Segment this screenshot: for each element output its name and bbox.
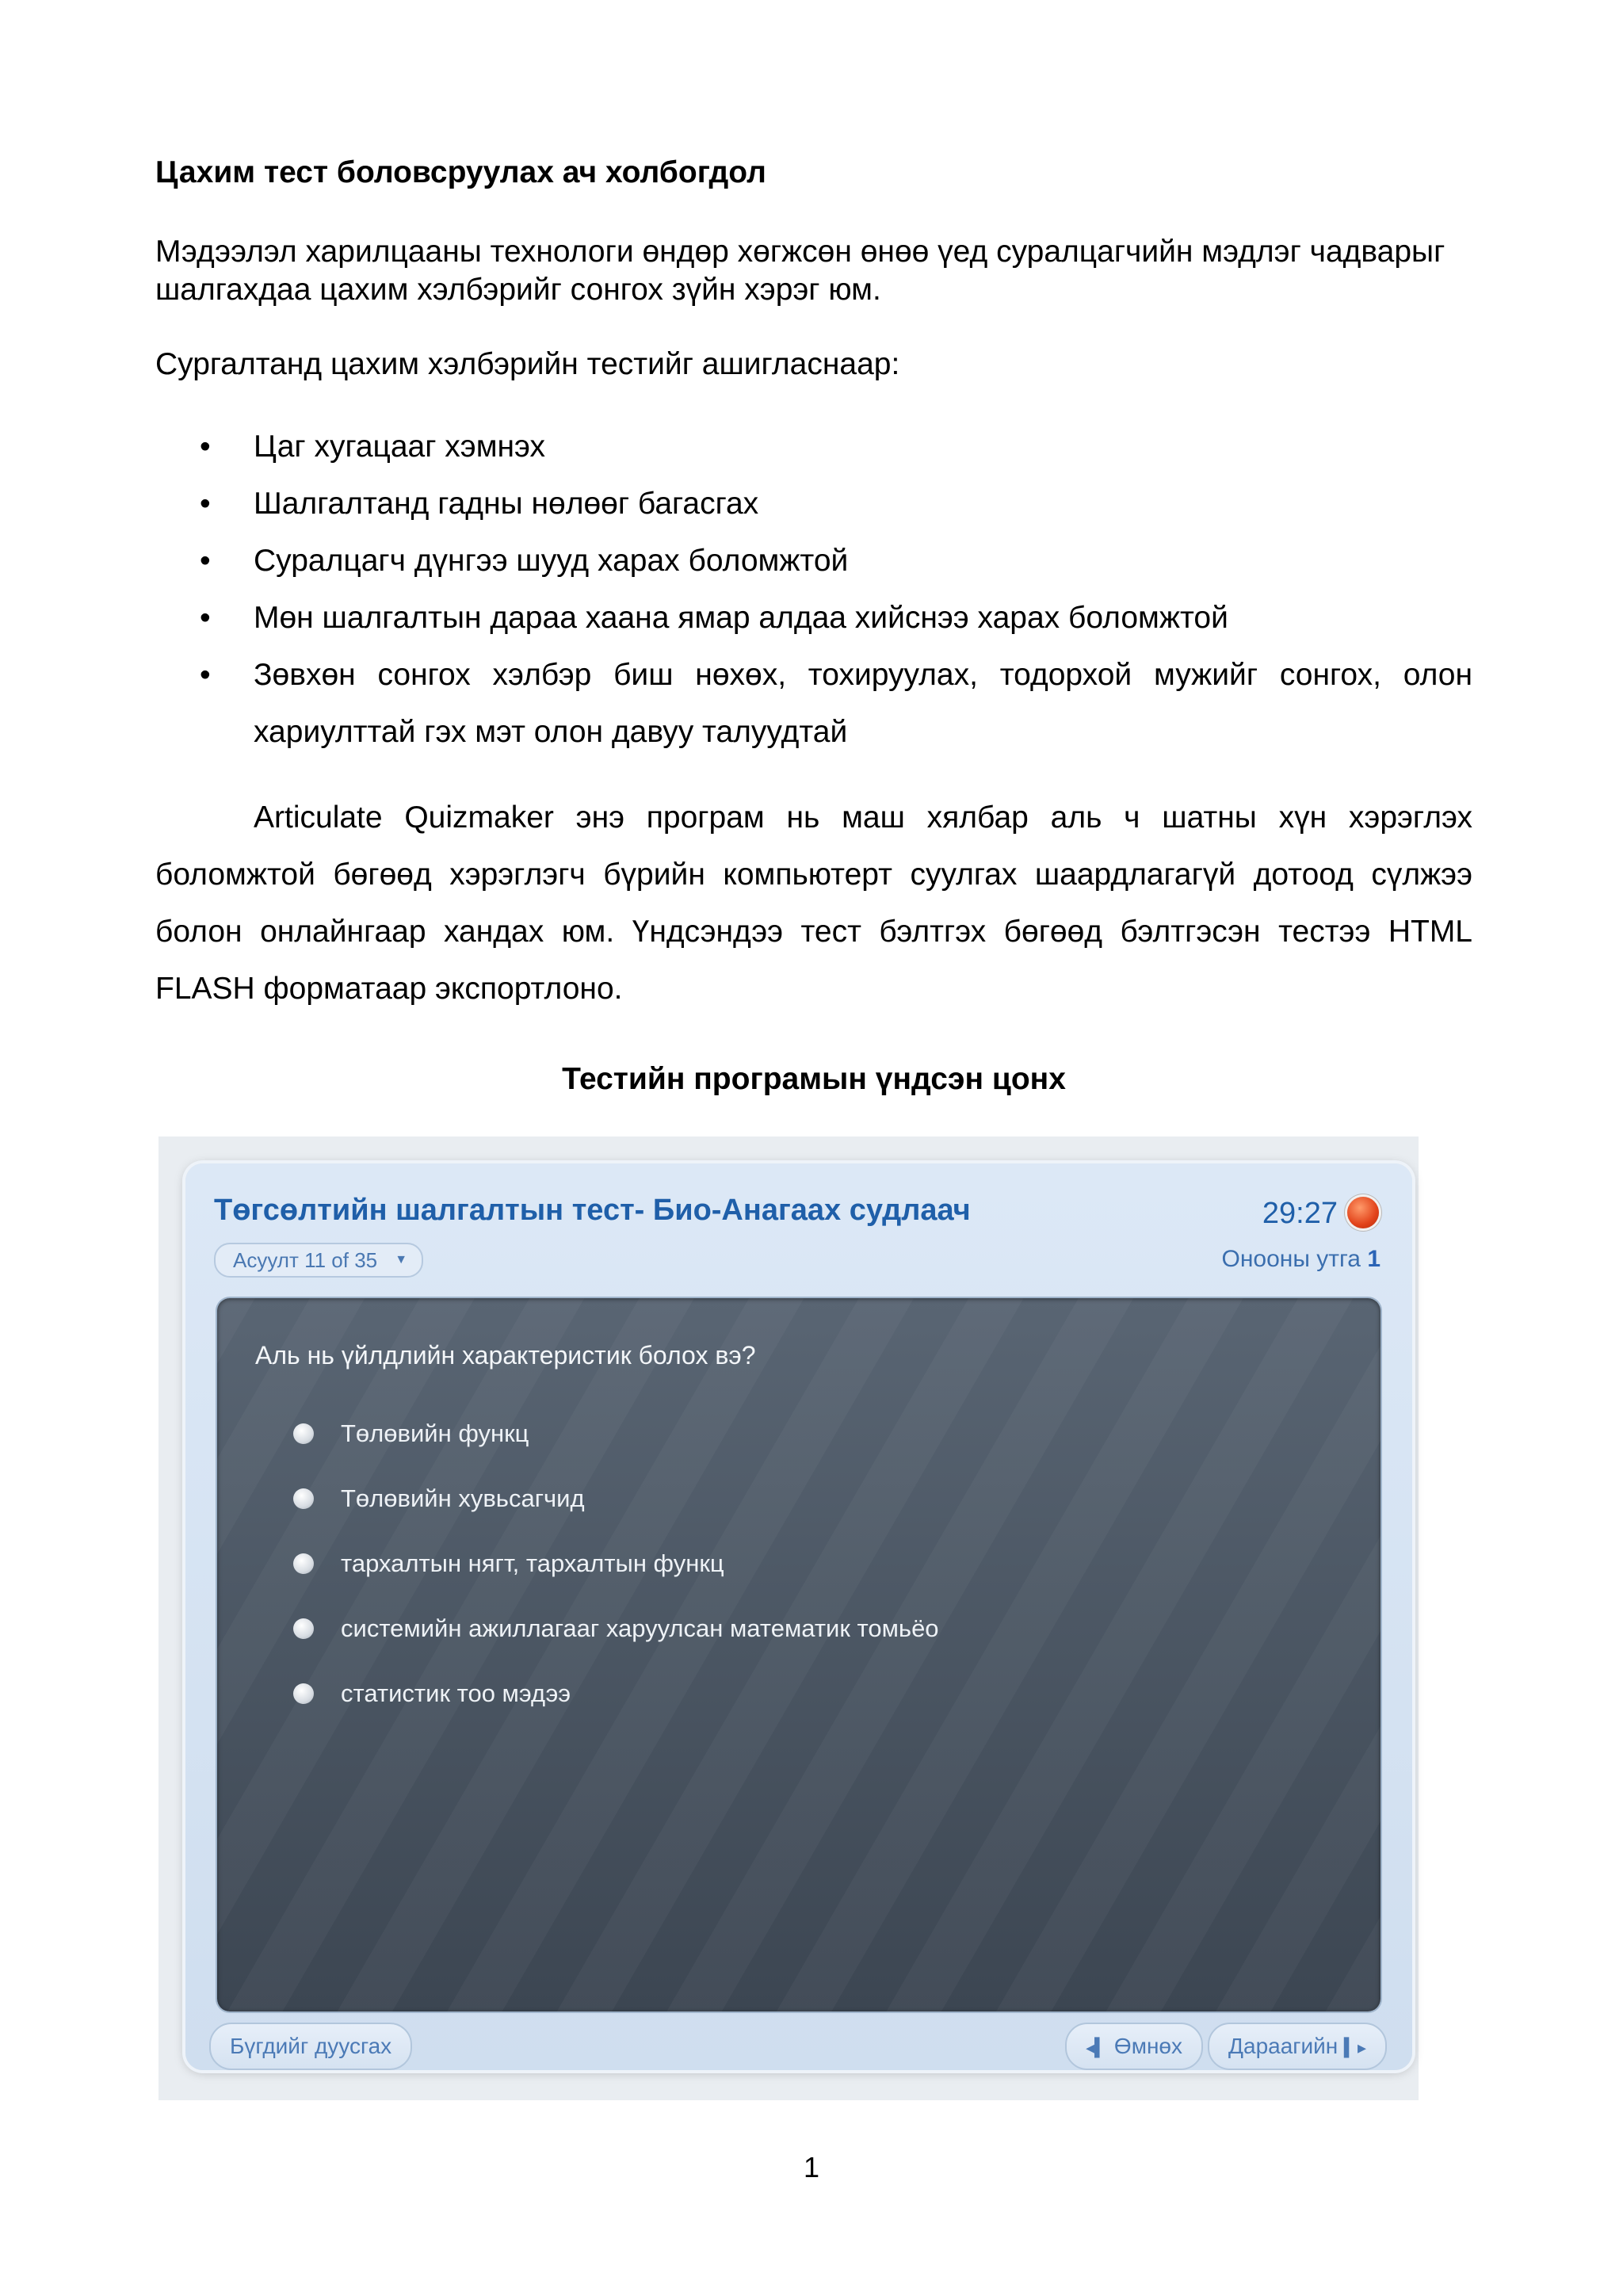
answer-label: Төлөвийн функц	[341, 1419, 529, 1447]
bullet-icon: •	[200, 601, 211, 635]
bullet-icon: •	[200, 487, 211, 521]
score-value: 1	[1367, 1246, 1381, 1272]
radio-button[interactable]	[293, 1488, 314, 1509]
previous-button[interactable]	[1065, 2023, 1203, 2070]
next-icon: ▍▸	[1344, 2038, 1366, 2057]
score-display	[1222, 1246, 1381, 1273]
intro-paragraph: Мэдээлэл харилцааны технологи өндөр хөгжсөн өнөө үед суралцагчийн мэдлэг чадварыг шалгахдаа цахим хэлбэрийг сонгох зүйн хэрэг юм.	[155, 235, 1445, 307]
question-panel	[217, 1298, 1381, 2011]
answer-choice[interactable]	[293, 1675, 939, 1740]
next-button[interactable]	[1208, 2023, 1387, 2070]
quiz-window	[185, 1163, 1412, 2070]
bullet-icon: •	[200, 658, 211, 692]
answer-label: Төлөвийн хувьсагчид	[341, 1484, 585, 1512]
previous-button-label: Өмнөх	[1113, 2034, 1182, 2058]
bullet-icon: •	[200, 430, 211, 464]
answer-choice[interactable]	[293, 1610, 939, 1675]
previous-icon: ◂▍	[1086, 2038, 1109, 2057]
quiz-title: Төгсөлтийн шалгалтын тест- Био-Анагаах судлаач	[214, 1194, 971, 1227]
quiz-screenshot	[158, 1137, 1419, 2100]
score-label: Онооны утга	[1221, 1246, 1361, 1272]
figure-caption: Тестийн програмын үндсэн цонх	[562, 1062, 1066, 1096]
list-item: • Зөвхөн сонгох хэлбэр биш нөхөх, тохируулах, тодорхой мужийг сонгох, олон хариулттай гэх мэт олон давуу талуудтай	[155, 647, 1472, 761]
benefits-list	[155, 418, 1472, 761]
answer-label: статистик тоо мэдээ	[341, 1679, 571, 1707]
answer-label: системийн ажиллагааг харуулсан математик томьёо	[341, 1614, 939, 1642]
question-selector-label: Асуулт 11 of 35	[233, 1248, 378, 1272]
radio-button[interactable]	[293, 1683, 314, 1704]
answer-choice[interactable]	[293, 1415, 939, 1480]
radio-button[interactable]	[293, 1423, 314, 1444]
quiz-timer: 29:27	[1262, 1197, 1338, 1230]
chevron-down-icon: ▼	[395, 1253, 408, 1266]
radio-button[interactable]	[293, 1553, 314, 1574]
list-item: • Мөн шалгалтын дараа хаана ямар алдаа хийснээ харах боломжтой	[155, 590, 1472, 647]
question-text: Аль нь үйлдлийн характеристик болох вэ?	[255, 1341, 756, 1370]
list-item: • Шалгалтанд гадны нөлөөг багасгах	[155, 476, 1472, 533]
page-number: 1	[803, 2151, 820, 2183]
section-heading: Цахим тест боловсруулах ач холбогдол	[155, 155, 766, 189]
answer-choices	[293, 1415, 939, 1740]
bullet-icon: •	[200, 544, 211, 578]
question-selector-dropdown[interactable]	[214, 1243, 423, 1278]
answer-choice[interactable]	[293, 1480, 939, 1545]
answer-label: тархалтын нягт, тархалтын функц	[341, 1549, 724, 1577]
quizmaker-paragraph: Articulate Quizmaker энэ програм нь маш хялбар аль ч шатны хүн хэрэглэх боломжтой бөгөөд хэрэглэгч бүрийн компьютерт суулгах шаардлагагүй дотоод сүлжээ болон онлайнгаар хандах юм. Үндсэндээ тест бэлтгэх бөгөөд бэлтгэсэн тестээ HTML FLASH форматаар экспортлоно.	[155, 800, 1472, 1006]
list-intro-paragraph: Сургалтанд цахим хэлбэрийн тестийг ашигласнаар:	[155, 347, 900, 381]
list-item: • Цаг хугацааг хэмнэх	[155, 418, 1472, 476]
list-item: • Суралцагч дүнгээ шууд харах боломжтой	[155, 533, 1472, 590]
finish-all-button[interactable]: Бүгдийг дуусгах	[209, 2023, 412, 2070]
next-button-label: Дараагийн	[1228, 2034, 1338, 2058]
answer-choice[interactable]	[293, 1545, 939, 1610]
radio-button[interactable]	[293, 1618, 314, 1639]
timer-indicator-icon	[1347, 1197, 1379, 1228]
